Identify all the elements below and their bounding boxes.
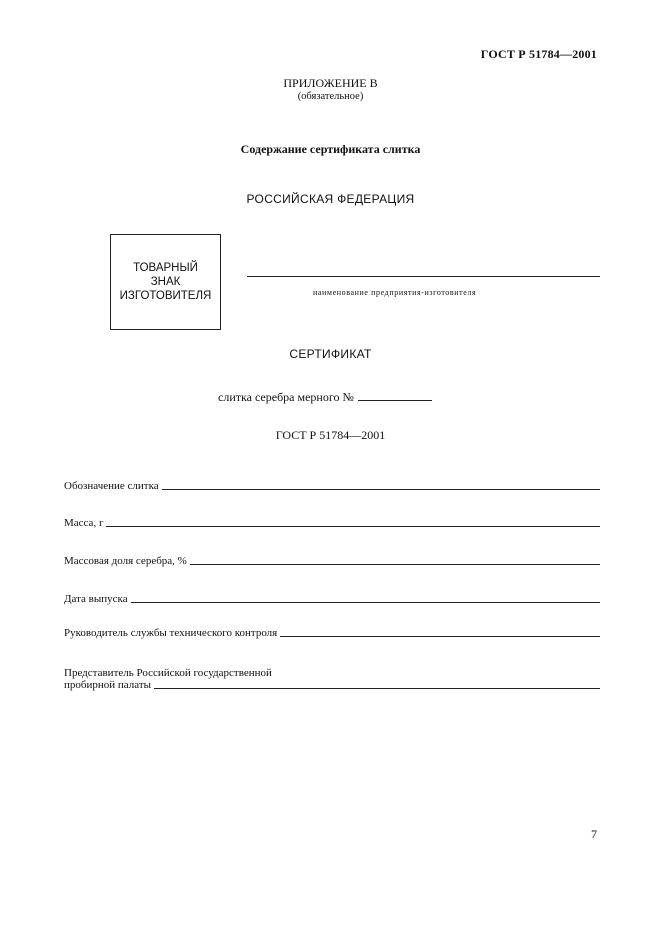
field-assay-line	[154, 688, 600, 689]
certificate-number-blank	[358, 389, 432, 401]
field-issue-date-label: Дата выпуска	[64, 593, 128, 605]
trademark-line-1: ТОВАРНЫЙ	[133, 262, 198, 274]
certificate-title: СЕРТИФИКАТ	[289, 347, 372, 361]
field-assay-label-2: пробирной палаты	[64, 679, 152, 691]
field-issue-date	[64, 593, 600, 605]
certificate-subject-text: слитка серебра мерного №	[218, 390, 354, 404]
content-title: Содержание сертификата слитка	[240, 142, 421, 156]
field-assay-label-1: Представитель Российской государственной	[64, 667, 272, 679]
certificate-subject	[218, 389, 432, 405]
field-silver-fraction-label: Массовая доля серебра, %	[64, 555, 187, 567]
field-assay-representative	[64, 667, 600, 691]
trademark-line-3: ИЗГОТОВИТЕЛЯ	[119, 290, 212, 302]
field-tech-control	[64, 627, 600, 639]
standard-number: ГОСТ Р 51784—2001	[480, 47, 597, 61]
field-silver-fraction-line	[190, 564, 600, 565]
field-issue-date-line	[131, 602, 600, 603]
page-number: 7	[591, 827, 597, 841]
annex-title: ПРИЛОЖЕНИЕ В	[283, 76, 378, 90]
field-mass	[64, 517, 600, 529]
field-tech-control-line	[280, 636, 600, 637]
field-designation-label: Обозначение слитка	[64, 480, 159, 492]
trademark-box	[110, 234, 221, 330]
field-mass-label: Масса, г	[64, 517, 104, 529]
federation-heading: РОССИЙСКАЯ ФЕДЕРАЦИЯ	[246, 192, 415, 206]
field-mass-line	[106, 526, 600, 527]
field-silver-fraction	[64, 555, 600, 567]
enterprise-name-line	[247, 276, 600, 277]
field-designation-line	[162, 489, 600, 490]
annex-status: (обязательное)	[297, 91, 364, 102]
enterprise-caption: наименование предприятия-изготовителя	[313, 288, 477, 297]
field-tech-control-label: Руководитель службы технического контроля	[64, 627, 278, 639]
field-designation	[64, 480, 600, 492]
trademark-line-2: ЗНАК	[150, 276, 181, 288]
certificate-gost: ГОСТ Р 51784—2001	[275, 428, 386, 442]
